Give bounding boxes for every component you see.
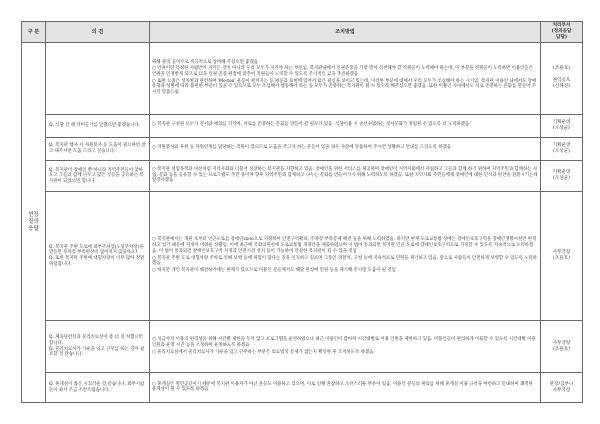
opinion-text: Q. 복지관이 장애인 뿐 아니라 지역주민들이 찾아오고 그들과 함께 나누고 많은 것들을 공유하는 복지관이 되었으면 합니다.	[49, 167, 144, 184]
department-name: 기획운영 (오상균)	[552, 170, 571, 182]
department-cell	[541, 42, 583, 114]
opinion-cell	[46, 42, 150, 114]
opinion-text: Q. 복지관 주변 도로에 외부주차장(노상주차장)을 만들면 주차장 부족현상이 없어지지 않을까요? Q. 또한 복지관 주변에 대형차량이 너무 많아 정말 위험합니다.	[49, 244, 145, 267]
measure-line: ○ 자원봉사와 후원 등 자원연계를 담당하는 직원이 있으므로 도움을 주고자 하는 분들이 있을 경우 사전에 말씀하여 주시면 상황하고 안내를 드리도록 하겠음	[152, 145, 451, 151]
response-table	[21, 21, 583, 403]
response-table-sheet	[21, 21, 583, 403]
department-name: 사무국장 (조용호)	[552, 340, 571, 352]
measure-line: ○ 복지관에서는 개관 초부터 인근도로를 장애인zone으로 지정하여 안전구역확보, 주차장 부족문제 해결 등을 위해 노력하였음. 하지만 현재 도로교통법 상에는 장애인보호구역을 장애인생활시설만 한정하고 있기 때문에 지정이 어려운 상황임. 이에 최근에 국회의원실에 도로교통법 개정안을 제출하였으며 이 법이 통과되면 복지관 인근 도로에 장애인보호구역으로 지정할 수 있도록 지속적으로 노력하겠음. 이 법이 통과되면 장애인보호구역 지정과 안전시설 설치 등이 가능하여 안전한 복지관이 될 수 있을 것임	[152, 237, 537, 254]
opinion-cell	[46, 192, 150, 320]
header-measures: 조치방법	[150, 22, 541, 43]
opinion-cell	[46, 137, 150, 160]
measure-line: ○ 물리치료실에서 물리치료사가 가운을 입고 근무하는 부분은 의료법상 문제가 없는지 확인한 후 조치하도록 하겠음	[152, 349, 374, 355]
opinion-cell	[46, 114, 150, 137]
opinion-text: Q. 체육단련실과 물리치료실이 좀 더 칠 처했으면 합니다. Q. 물리치료사가 가운을 입고 근무를 하는 것이 필요할 것 같습니다.	[49, 335, 145, 358]
category-cell: 현장 질의 응답	[22, 42, 46, 402]
table-row	[22, 114, 583, 137]
measure-line: 위해 관리 옹이므로 적극적으로 참여해 주셨으면 좋겠음	[152, 59, 258, 65]
measure-line: ○ 복지관 구성원 모두가 질서와 예의를 지키며, 서로를 존중하는 문화를 만들어 갈 필요가 있음. 식당이용 시 솔선수범하는 질서문화가 정립될 수 있도록 더 노력하겠음	[152, 122, 470, 128]
measure-cell	[150, 42, 541, 114]
measure-line: ○ 또한 요즘은 성차별과 관련하여 'Me-too' 운동이 펼쳐지는 등 평등과 표현에 있어서 많은 관심을 보이고 있는데, 이러한 부분에 대해서 우리 모두가 조심해야 하는 시기임. 복지관 이용인 내에서도 장애유형과 성별에 따라 불편한 부분이 있을 수 있으므로 모두 조심해서 행동해야 하는 등 모두가 존중하는 복지관이 될 수 있도록 해주셨으면 좋겠음. 또한 이용인 사이에서도 서로 존중하는 문화를 만들어 주시길 말씀드림	[152, 78, 537, 96]
measure-cell	[150, 373, 541, 403]
department-name: 권익옹호 (신해진)	[552, 78, 571, 90]
opinion-text: Q. 식당 갈 때 끼어들기를 안했으면 좋겠습니다.	[49, 122, 140, 128]
measure-line: ○ 휴게실은 열린공간이기 때문에 복지관 이용자가 아닌 분들도 이용하고 있으며, 이로 인해 혼잡하고 소란스러운 부분이 있음. 이용인 분들의 편의를 위해 휴게실 이용 규칙을 마련하고 안내하여 쾌적한 휴게실이 될 수 있도록 하겠음	[152, 381, 533, 393]
table-row	[22, 320, 583, 373]
department-name: 사무국장 (조용호)	[552, 250, 571, 262]
table-row	[22, 42, 583, 114]
department-cell	[541, 137, 583, 160]
measure-cell	[150, 320, 541, 373]
department-name: 기획운영 (오상균)	[552, 142, 571, 154]
measure-line: ○ 인권이란 특정한 사람만이 지키는 것이 아니라 우리 모두가 지켜야 하는 부분임. 복지관내에서 인권존중을 가장 먼저 실천해야 할 직원들이 노력해야 하는데, 이 부분을 직원들이 노력하면 이용인들은 인권을 인정받게 되므로 더욱 인권 존중 관점에 맞추어 직원들이 노력할 수 있도록 주기적인 교육 추진하겠음	[152, 66, 533, 77]
measure-line: ○ 복지관 주변 도로 대형차량 주차로 인해 보행 등에 위험이 많다는 것을 인지하고 있으며 그동안 경찰서, 구청 등에 지속적으로 민원을 제기하고 있음. 앞으로 사람들이 안전하게 보행할 수 있도록 노력하겠음	[152, 255, 538, 267]
header-row	[22, 22, 583, 43]
measure-line: ○ 복지관 설립목적과 미션처럼 지역사회와 더불어 성장하는 복지관을 지향하고 있음. 장애인을 위한 서비스를 제공하며 장애인이 지역사회에서 자립하고 그들과 함께 하기 위하여 지역주민과 함께하는 사업, 문화 등을 공유할 수 있는 프로그램도 추진 중이며 향후 지역주민과 함께하고 나누는 문화를 만들어가기 위해 노력하도록 하겠음. 또한 지역사회 주민들에게 장애인에 대한 인식과 편견을 전환시키는데 앞장서겠음	[152, 167, 538, 184]
measure-line: ○ 지금까지 이용의 편리성을 위해 시간별 제한을 두지 않고 프로그램을 운영하였으나 최근 이용인이 많아져 시간대별로 이용 인원을 제한하고 있음. 이용인들이 편리하게 이용할 수 있도록 시간대별 이용 인원과 운영 시간 등을 조정하여 운영하도록 하겠음	[152, 337, 536, 348]
header-category: 구 분	[22, 22, 46, 43]
table-row	[22, 137, 583, 160]
department-name: (조용호)	[553, 66, 570, 72]
department-name: 기획운영 (오상균)	[552, 119, 571, 131]
measure-cell	[150, 160, 541, 192]
header-department: 처리부서 (정의응답 담당)	[541, 22, 583, 43]
department-cell	[541, 320, 583, 373]
department-name: 관장/김부나 사무국장	[549, 381, 574, 393]
table-row	[22, 192, 583, 320]
header-opinion: 의 견	[46, 22, 150, 43]
department-cell	[541, 373, 583, 403]
table-row	[22, 160, 583, 192]
opinion-cell	[46, 160, 150, 192]
opinion-text: Q. 복지관 행사 시 자원봉사 등 도움이 필요하면 참고 내주시면 도움 드리고 싶습니다.	[49, 143, 146, 154]
measure-cell	[150, 114, 541, 137]
opinion-cell	[46, 320, 150, 373]
measure-cell	[150, 192, 541, 320]
department-cell	[541, 192, 583, 320]
department-cell	[541, 114, 583, 137]
table-row	[22, 373, 583, 403]
opinion-text: Q. 휴게실이 좁은 시끄러운 것 같습니다. 회부시랍들이 와서 조금 소란스럽습니다.	[49, 382, 145, 393]
measure-line: ○ 하지만 개인 복지관이 해결하기에는 한계가 있으므로 이용인 분들께서도 해당 관청에 민원 등을 제기해 주시면 도움이 될 것임	[152, 268, 396, 274]
opinion-cell	[46, 373, 150, 403]
measure-cell	[150, 137, 541, 160]
department-cell	[541, 160, 583, 192]
